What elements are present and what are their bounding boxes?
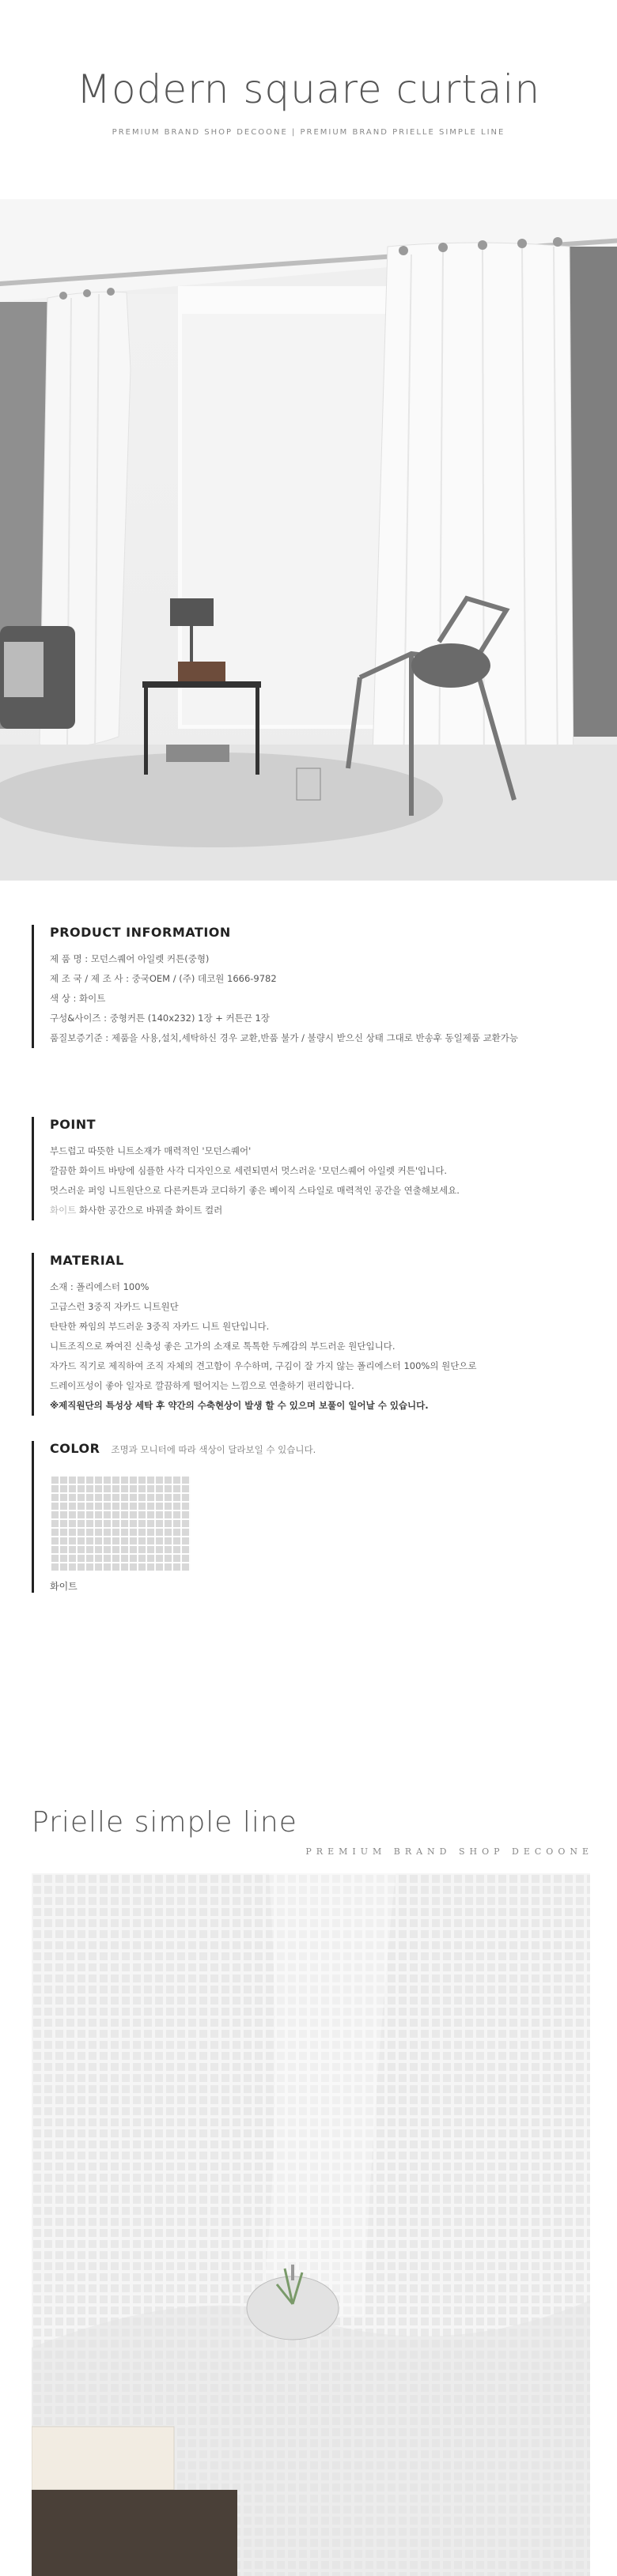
material-line: 니트조직으로 짜여진 신축성 좋은 고가의 소재로 톡톡한 두께감의 부드러운 원단입니다.	[50, 1341, 396, 1352]
grey-curtain-right	[570, 247, 617, 737]
point-accent-rest: 화사한 공간으로 바꿔줄 화이트 컬러	[76, 1205, 223, 1216]
chair-cushion	[411, 643, 490, 688]
sofa-throw	[4, 642, 44, 697]
book	[32, 2427, 174, 2490]
lamp-stem	[190, 626, 193, 662]
glass-terrarium	[247, 2276, 339, 2340]
product-information-section	[32, 925, 518, 1048]
point-accent-line	[50, 1201, 460, 1220]
product-information-title: PRODUCT INFORMATION	[50, 925, 231, 940]
lamp-base	[178, 662, 225, 681]
product-info-line: 구성&사이즈 : 중형커튼 (140x232) 1장 + 커튼끈 1장	[50, 1013, 270, 1024]
page-subtitle: PREMIUM BRAND SHOP DECOONE | PREMIUM BRAND PRIELLE SIMPLE LINE	[112, 128, 505, 137]
prielle-subtitle: PREMIUM BRAND SHOP DECOONE	[305, 1846, 593, 1857]
room-curtain-photo	[0, 199, 617, 881]
product-info-line: 품질보증기준 : 제품을 사용,설치,세탁하신 경우 교환,반품 불가 / 불량시 받으신 상태 그대로 반송후 동일제품 교환가능	[50, 1032, 519, 1043]
prielle-title: Prielle simple line	[32, 1806, 297, 1839]
product-info-line: 제 조 국 / 제 조 사 : 중국OEM / (주) 데코원 1666-9782	[50, 973, 277, 984]
fabric-swatch-white	[50, 1477, 191, 1571]
material-line: 소재 : 폴리에스터 100%	[50, 1281, 150, 1292]
swatch-label: 화이트	[50, 1581, 78, 1592]
point-line: 깔끔한 화이트 바탕에 심플한 사각 디자인으로 세련되면서 멋스러운 '모던스퀘어 아일렛 커튼'입니다.	[50, 1165, 447, 1176]
material-line: 고급스런 3중직 자카드 니트원단	[50, 1301, 179, 1312]
color-section	[32, 1441, 316, 1593]
page-title: Modern square curtain	[76, 66, 541, 112]
material-line: 드레이프성이 좋아 일자로 깔끔하게 떨어지는 느낌으로 연출하기 편리합니다.	[50, 1380, 354, 1391]
product-info-line: 색 상 : 화이트	[50, 993, 106, 1004]
white-curtain-right	[372, 243, 573, 790]
point-line: 부드럽고 따뜻한 니트소재가 매력적인 '모던스퀘어'	[50, 1145, 252, 1156]
material-line: 자가드 직기로 제직하여 조직 자체의 견고함이 우수하며, 구김이 잘 가지 않는 폴리에스터 100%의 원단으로	[50, 1360, 477, 1371]
product-info-line: 제 품 명 : 모던스퀘어 아일렛 커튼(중형)	[50, 953, 210, 964]
lantern	[297, 768, 320, 800]
material-line: 탄탄한 짜임의 부드러운 3중직 자카드 니트 원단입니다.	[50, 1321, 270, 1332]
side-table-top	[142, 681, 261, 688]
point-section	[32, 1117, 460, 1220]
material-section	[32, 1253, 477, 1416]
hanging-hook	[291, 2265, 294, 2280]
side-table-leg-left	[144, 688, 148, 775]
curtain-detail-photo	[32, 1873, 590, 2576]
material-warning: ※제직원단의 특성상 세탁 후 약간의 수축현상이 발생 할 수 있으며 보풀이 일어날 수 있습니다.	[50, 1400, 429, 1411]
color-note: 조명과 모니터에 따라 색상이 달라보일 수 있습니다.	[111, 1444, 316, 1455]
lamp-shade	[170, 598, 214, 626]
side-table-leg-right	[256, 688, 259, 775]
color-header	[50, 1441, 316, 1456]
point-title: POINT	[50, 1117, 97, 1132]
books	[166, 745, 229, 762]
color-title: COLOR	[50, 1441, 100, 1456]
material-title: MATERIAL	[50, 1253, 124, 1268]
shag-rug	[0, 752, 443, 847]
dark-table	[32, 2490, 237, 2576]
point-accent-prefix: 화이트	[50, 1205, 77, 1216]
point-line: 멋스러운 퍼잉 니트원단으로 다른커튼과 코디하기 좋은 베이직 스타일로 매력적인 공간을 연출해보세요.	[50, 1185, 460, 1196]
